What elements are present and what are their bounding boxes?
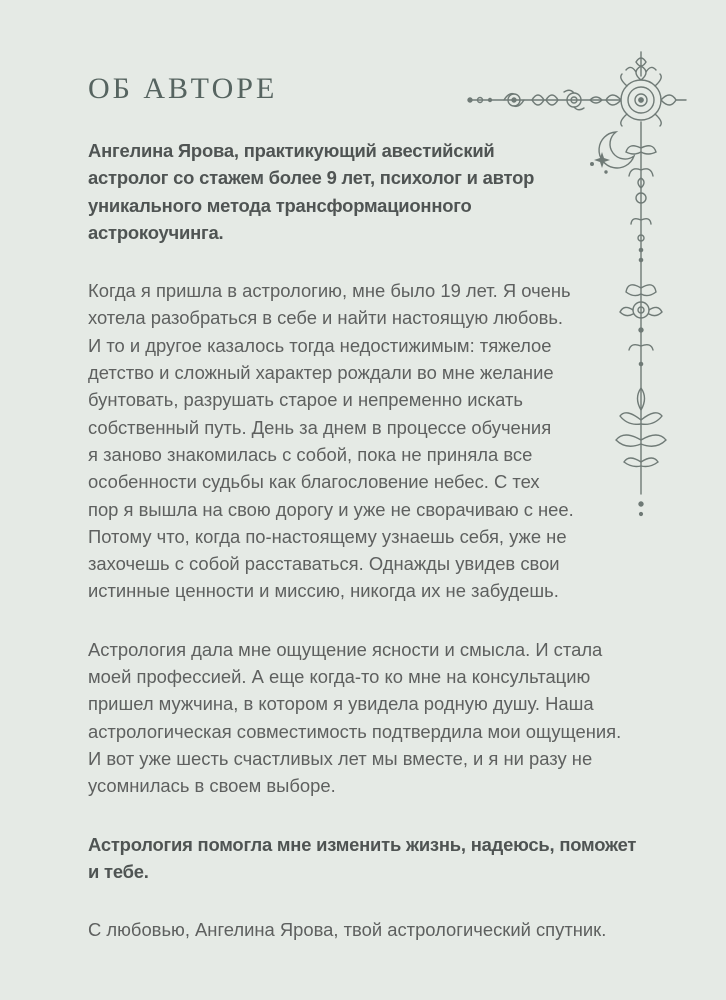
text-line: И то и другое казалось тогда недостижимым: тяжелое (88, 334, 552, 356)
text-line: астролог со стажем более 9 лет, психолог и автор (88, 167, 535, 189)
text-line: собственный путь. День за днем в процессе обучения (88, 416, 552, 438)
text-line: Потому что, когда по-настоящему узнаешь себя, уже не (88, 525, 567, 547)
text-line: пришел мужчина, в котором я увидела родную душу. Наша (88, 693, 594, 715)
article-body (88, 137, 648, 974)
text-line: истинные ценности и миссию, никогда их не забудешь. (88, 580, 559, 602)
page-title: ОБ АВТОРЕ (88, 72, 278, 105)
text-line: пор я вышла на свою дорогу и уже не сворачиваю с нее. (88, 498, 574, 520)
text-line: детство и сложный характер рождали во мне желание (88, 362, 554, 384)
text-line: и тебе. (88, 860, 149, 882)
text-line: Астрология помогла мне изменить жизнь, надеюсь, поможет (88, 833, 637, 855)
text-line: И вот уже шесть счастливых лет мы вместе, и я ни разу не (88, 747, 593, 769)
text-line: моей профессией. А еще когда-то ко мне на консультацию (88, 666, 591, 688)
text-line: Когда я пришла в астрологию, мне было 19 лет. Я очень (88, 280, 571, 302)
text-line: С любовью, Ангелина Ярова, твой астрологический спутник. (88, 919, 607, 941)
text-line: Ангелина Ярова, практикующий авестийский (88, 140, 495, 161)
text-line: уникального метода трансформационного (88, 194, 472, 216)
text-line: хотела разобраться в себе и найти настоящую любовь. (88, 307, 564, 329)
bold-paragraph (88, 137, 648, 246)
text-line: усомнилась в своем выборе. (88, 775, 336, 797)
bold-paragraph (88, 831, 648, 886)
text-line: я заново знакомилась с собой, пока не приняла все (88, 443, 533, 465)
paragraph (88, 277, 648, 605)
text-line: Астрология дала мне ощущение ясности и смысла. И стала (88, 638, 603, 660)
paragraph (88, 916, 648, 943)
text-line: бунтовать, разрушать старое и непременно искать (88, 389, 524, 411)
paragraph (88, 636, 648, 800)
text-line: особенности судьбы как благословение небес. С тех (88, 471, 540, 493)
text-line: астрокоучинга. (88, 221, 224, 243)
text-line: астрологическая совместимость подтвердила мои ощущения. (88, 720, 622, 742)
text-line: захочешь с собой расставаться. Однажды увидев свои (88, 553, 560, 575)
